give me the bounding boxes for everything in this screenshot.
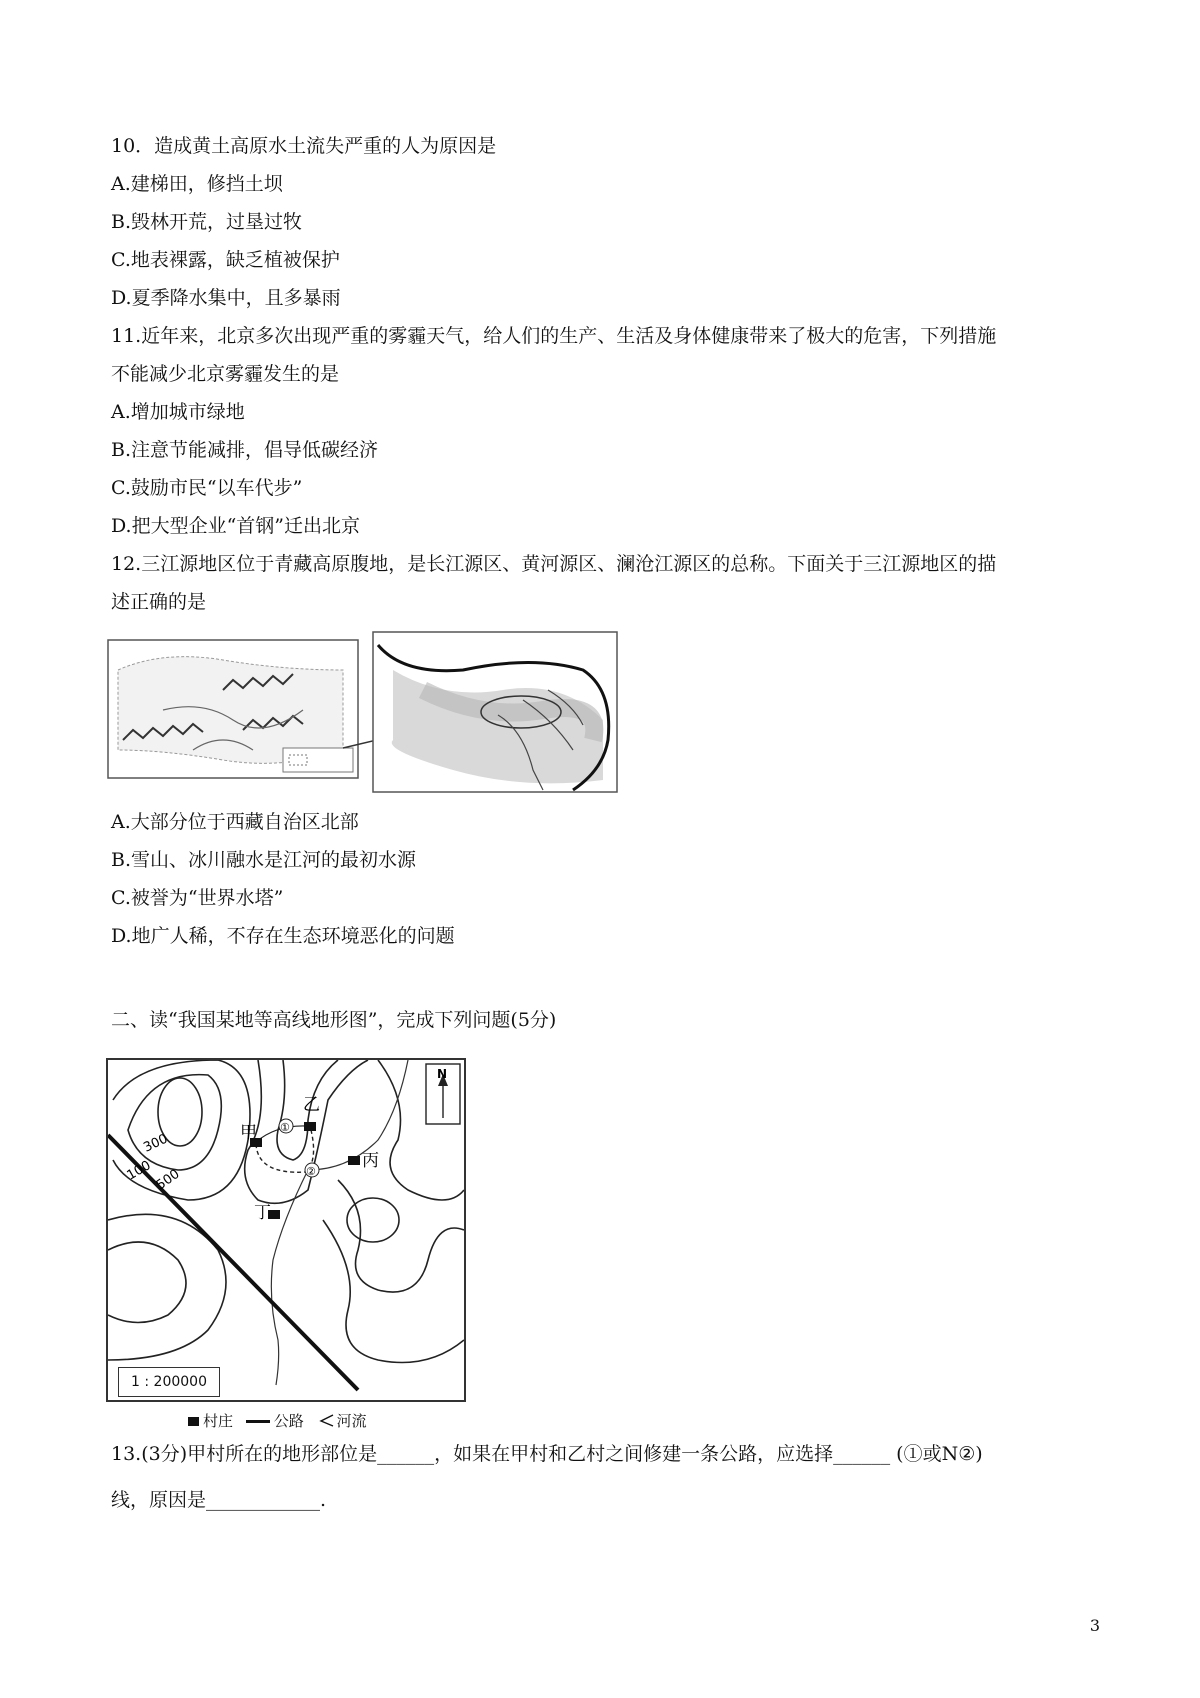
section-2-heading: 二、读“我国某地等高线地形图”，完成下列问题(5分) — [111, 1009, 557, 1031]
village-yi-label: 乙 — [303, 1095, 320, 1115]
question-12-stem-line2: 述正确的是 — [111, 591, 207, 613]
question-10-stem: 10．造成黄土高原水土流失严重的人为原因是 — [111, 135, 497, 157]
q12-option-c: C.被誉为“世界水塔” — [111, 887, 284, 909]
q10-option-d: D.夏季降水集中，且多暴雨 — [111, 287, 341, 309]
route-2-label: ② — [306, 1165, 316, 1178]
village-bing-label: 丙 — [362, 1151, 379, 1171]
question-13-line1: 13.(3分)甲村所在的地形部位是______，如果在甲村和乙村之间修建一条公路，应选择______ (①或N②) — [111, 1443, 983, 1465]
q10-option-c: C.地表裸露，缺乏植被保护 — [111, 249, 340, 271]
river-legend-icon — [317, 1413, 335, 1431]
legend-village: 村庄 — [203, 1412, 234, 1430]
question-12-stem-line1: 12.三江源地区位于青藏高原腹地，是长江源区、黄河源区、澜沧江源区的总称。下面关于三江源地区的描 — [111, 553, 997, 575]
q11-option-a: A.增加城市绿地 — [111, 401, 245, 423]
legend-road: 公路 — [273, 1412, 304, 1430]
q11-option-b: B.注意节能减排，倡导低碳经济 — [111, 439, 379, 461]
north-label: N — [437, 1067, 448, 1081]
sanjiangyuan-map-figure — [103, 630, 623, 795]
legend-river: 河流 — [336, 1412, 367, 1430]
contour-map-lines — [108, 1060, 464, 1400]
sanjiangyuan-map-image — [103, 630, 623, 795]
q12-option-a: A.大部分位于西藏自治区北部 — [111, 811, 359, 833]
contour-map — [106, 1058, 466, 1402]
village-ding-label: 丁 — [254, 1203, 271, 1223]
q11-option-c: C.鼓励市民“以车代步” — [111, 477, 303, 499]
route-1-label: ① — [280, 1121, 290, 1134]
village-bing-marker — [348, 1156, 360, 1165]
map-legend — [188, 1410, 375, 1431]
village-yi-marker — [304, 1122, 316, 1131]
q12-option-d: D.地广人稀，不存在生态环境恶化的问题 — [111, 925, 455, 947]
village-jia-label: 甲 — [240, 1123, 257, 1143]
page-number: 3 — [1089, 1616, 1100, 1635]
q11-option-d: D.把大型企业“首钢”迁出北京 — [111, 515, 361, 537]
contour-label-100: 100 — [124, 1158, 154, 1184]
question-11-stem-line2: 不能减少北京雾霾发生的是 — [111, 363, 340, 385]
question-13-line2: 线，原因是____________. — [111, 1489, 327, 1511]
question-11-stem-line1: 11.近年来，北京多次出现严重的雾霾天气，给人们的生产、生活及身体健康带来了极大的危害，下列措施 — [111, 325, 997, 347]
contour-label-300: 300 — [141, 1131, 171, 1156]
q10-option-b: B.毁林开荒，过垦过牧 — [111, 211, 303, 233]
q12-option-b: B.雪山、冰川融水是江河的最初水源 — [111, 849, 417, 871]
map-scale: 1 : 200000 — [118, 1367, 220, 1397]
village-legend-icon — [188, 1417, 199, 1426]
q10-option-a: A.建梯田，修挡土坝 — [111, 173, 283, 195]
contour-label-500: 500 — [153, 1166, 183, 1194]
road-legend-icon — [246, 1420, 270, 1423]
